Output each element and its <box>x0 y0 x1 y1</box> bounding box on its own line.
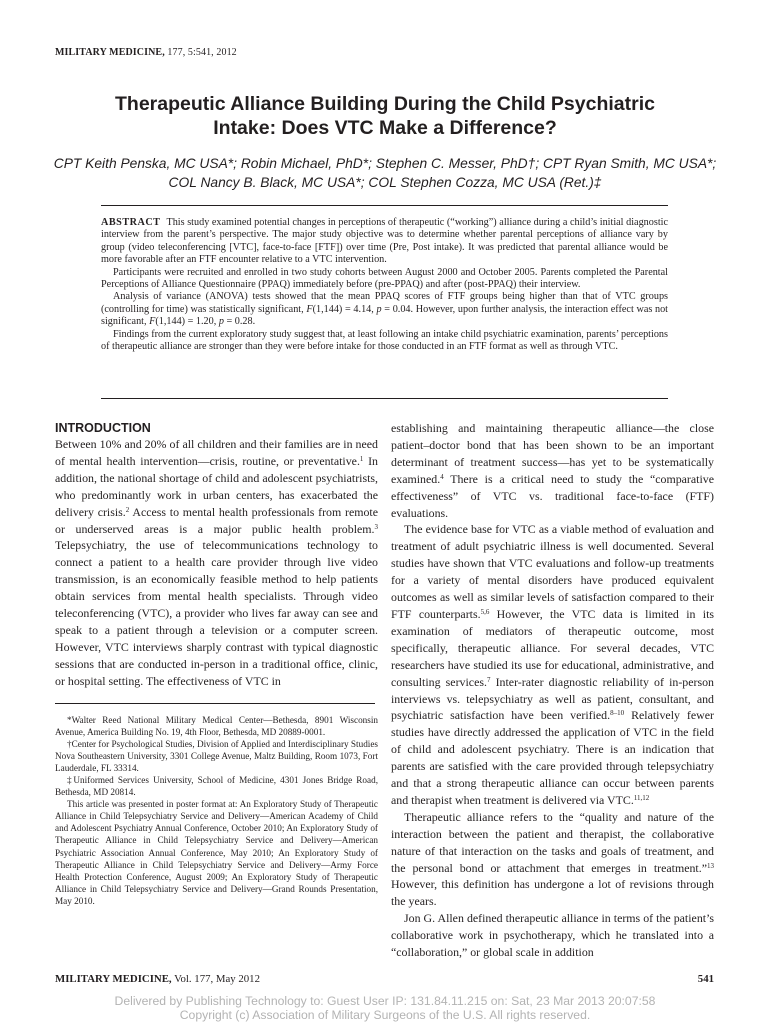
delivery-watermark: Delivered by Publishing Technology to: Guest User IP: 131.84.11.215 on: Sat, 23 Mar 2013 20:07:58 <box>114 994 656 1008</box>
article-title <box>55 92 715 140</box>
footnotes <box>55 714 378 907</box>
body-paragraph: Therapeutic alliance refers to the “quality and nature of the interaction between the patient and therapist, the collaborative nature of that interaction on the tasks and goals of treatment, and the personal bond or attachment that emerges in treatment.”$^{13}$ However, this definition has undergone a lot of revisions through the years. <box>391 809 714 909</box>
copyright-watermark: Copyright (c) Association of Military Surgeons of the U.S. All rights reserved. <box>179 1008 591 1022</box>
title-line-1: Therapeutic Alliance Building During the Child Psychiatric <box>115 93 655 115</box>
body-paragraph: establishing and maintaining therapeutic alliance—the close patient–doctor bond that has been shown to be an important determinant of treatment success—has yet to be systematically examined.$^4$ There is a critical need to study the “comparative effectiveness” of VTC vs. traditional face-to-face (FTF) evaluations. <box>391 421 714 520</box>
abstract-paragraph: ABSTRACT This study examined potential changes in perceptions of therapeutic (“working”) alliance during a child’s initial diagnostic interview from the parent’s perspective. The major study objective was to determine whether parental perceptions of alliance vary by group (video teleconferencing [VTC], face-to-face [FTF]) over time (Pre, Post intake). It was predicted that parental alliance would be more favorable after an FTF encounter relative to a VTC intervention. <box>101 217 668 266</box>
authors-line-1: CPT Keith Penska, MC USA*; Robin Michael, PhD*; Stephen C. Messer, PhD†; CPT Ryan Smith, MC USA*; <box>53 156 717 171</box>
authors-line-2: COL Nancy B. Black, MC USA*; COL Stephen Cozza, MC USA (Ret.)‡ <box>168 175 602 190</box>
author-list <box>50 154 720 192</box>
abstract-bottom-rule <box>101 398 668 399</box>
abstract-label: ABSTRACT <box>101 217 161 228</box>
page-number: 541 <box>697 973 714 985</box>
footer-journal: MILITARY MEDICINE, <box>55 973 172 985</box>
footer-issue: Vol. 177, May 2012 <box>171 973 260 985</box>
title-line-2: Intake: Does VTC Make a Difference? <box>213 117 557 139</box>
left-column <box>55 420 378 690</box>
footnote: ‡Uniformed Services University, School of Medicine, 4301 Jones Bridge Road, Bethesda, MD 20814. <box>55 775 378 798</box>
abstract-paragraph: Analysis of variance (ANOVA) tests showed that the mean PPAQ scores of FTF groups being higher than that of VTC groups (controlling for time) was statistically significant, F(1,144) = 4.14, p = 0.04. However, upon further analysis, the interaction effect was not significant, F(1,144) = 1.20, p = 0.28. <box>101 291 669 328</box>
citation: 177, 5:541, 2012 <box>164 47 237 58</box>
running-header <box>55 47 237 58</box>
footnote: This article was presented in poster format at: An Exploratory Study of Therapeutic Alliance in Child Telepsychiatry Service and Delivery—American Academy of Child and Adolescent Psychiatry Annual Conference, October 2010; An Exploratory Study of Therapeutic Alliance in Child Telepsychiatry Service and Delivery—American Psychiatric Association Annual Conference, May 2010; An Exploratory Study of Therapeutic Alliance in Child Telepsychiatry Service and Delivery—Army Force Health Protection Conference, August 2009; An Exploratory Study of Therapeutic Alliance in Child Telepsychiatry Service and Delivery—Grand Rounds Presentation, May 2010. <box>55 799 378 906</box>
page-footer <box>55 973 260 985</box>
abstract-paragraph: Participants were recruited and enrolled in two study cohorts between August 2000 and October 2005. Parents completed the Parental Perceptions of Alliance Questionnaire (PPAQ) immediately before (pre-PPAQ) and after (post-PPAQ) their interview. <box>101 266 668 291</box>
abstract <box>101 217 668 353</box>
abstract-paragraph: Findings from the current exploratory study suggest that, at least following an intake child psychiatric examination, parents’ perceptions of therapeutic alliance are stronger than they were before intake for those conducted in an FTF format as well as through VTC. <box>101 328 668 353</box>
section-heading: INTRODUCTION <box>55 421 151 435</box>
body-paragraph: Between 10% and 20% of all children and their families are in need of mental health intervention—crisis, routine, or preventative.$^1$ In addition, the national shortage of child and adolescent psychiatrists, who predominantly work in urban centers, has exacerbated the delivery crisis.$^2$ Access to mental health professionals from remote or underserved areas is a major public health problem.$^3$ Telepsychiatry, the use of telecommunications technology to connect a patient to a health care provider through live video transmission, is an economically feasible method to help patients obtain services from mental health specialists. Through video teleconferencing (VTC), a provider who lives far away can see and speak to a patient through a television or a computer screen. However, VTC interviews sharply contrast with typical diagnostic sessions that are conducted in-person in a traditional office, clinic, or hospital setting. The effectiveness of VTC in <box>55 437 378 688</box>
journal-name: MILITARY MEDICINE, <box>55 47 165 58</box>
abstract-top-rule <box>101 205 668 206</box>
right-column <box>391 420 714 961</box>
footnote-rule <box>55 703 375 704</box>
body-paragraph: Jon G. Allen defined therapeutic alliance in terms of the patient’s collaborative work in psychotherapy, which he translated into a “collaboration,” or global scale in addition <box>391 911 714 960</box>
footnote: †Center for Psychological Studies, Division of Applied and Interdisciplinary Studies Nova Southeastern University, 3301 College Avenue, Maltz Building, Room 1073, Fort Lauderdale, FL 33314. <box>55 739 378 774</box>
body-paragraph: The evidence base for VTC as a viable method of evaluation and treatment of adult psychiatric illness is well documented. Several studies have shown that VTC evaluations and follow-up treatments for a variety of mental disorders have produced equivalent outcomes as well as similar levels of satisfaction compared to their FTF counterparts.$^{5,6}$ However, the VTC data is limited in its examination of mediators of therapeutic outcome, most specifically, therapeutic alliance. For several decades, VTC researchers have studied its use for educational, administrative, and consulting services.$^7$ Inter-rater diagnostic reliability of in-person interviews vs. telepsychiatry as well as patient, consultant, and psychiatric satisfaction have been verified.$^{8-10}$ Relatively fewer studies have directly addressed the application of VTC in the field of child and adolescent psychiatry. There is an indication that parents are satisfied with the care provided through telepsychiatry and that a strong therapeutic alliance can occur between parents and therapist when treatment is delivered via VTC.$^{11,12}$ <box>391 522 715 807</box>
footnote: *Walter Reed National Military Medical Center—Bethesda, 8901 Wisconsin Avenue, America Building No. 19, 4th Floor, Bethesda, MD 20889-0001. <box>55 715 378 738</box>
